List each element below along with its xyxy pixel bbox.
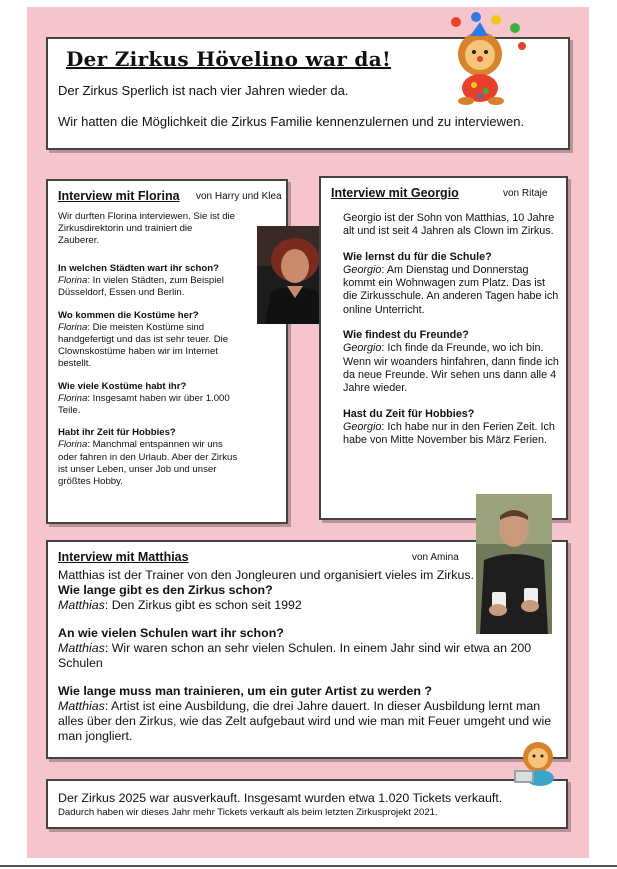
florina-qa — [58, 263, 238, 498]
bottom-rule — [0, 865, 617, 867]
georgio-heading: Interview mit Georgio — [331, 186, 459, 200]
body-dot — [478, 94, 483, 99]
georgio-qa-item: Hast du Zeit für Hobbies? Georgio: Ich habe nur in den Ferien Zeit. Ich habe von Mitte November bis März Ferien. — [343, 407, 555, 447]
footer-line-2: Dadurch haben wir dieses Jahr mehr Tickets verkauft als beim letzten Zirkusprojekt 2021. — [58, 807, 438, 818]
matthias-heading: Interview mit Matthias — [58, 550, 189, 564]
interview-florina-box — [46, 179, 288, 524]
georgio-intro-text: Georgio ist der Sohn von Matthias, 10 Jahre alt und ist seit 4 Jahren als Clown im Zirkus. — [343, 212, 555, 238]
lion-laptop-illustration — [508, 740, 566, 788]
florina-byline: von Harry und Klea — [196, 191, 282, 202]
lion-foot — [458, 97, 474, 105]
juggling-ball — [451, 17, 461, 27]
juggling-ball — [471, 12, 481, 22]
matthias-qa-item: Wie lange muss man trainieren, um ein guter Artist zu werden ? Matthias: Artist ist eine Ausbildung, die drei Jahre dauert. In dieser Ausbildung lernt man alles über den Zirkus, wie das Zelt aufgebaut wird und wie man mit Feuer umgeht und wie man jongliert. — [58, 684, 552, 743]
matthias-photo — [476, 494, 552, 634]
lion-foot — [488, 97, 504, 105]
florina-qa-item: Wie viele Kostüme habt ihr? Florina: Insgesamt haben wir über 1.000 Teile. — [58, 380, 230, 417]
matthias-qa-item: Wie lange gibt es den Zirkus schon? Matthias: Den Zirkus gibt es schon seit 1992 — [58, 583, 302, 612]
footer-line-1: Der Zirkus 2025 war ausverkauft. Insgesamt wurden etwa 1.020 Tickets verkauft. — [58, 791, 503, 805]
laptop-screen — [516, 772, 532, 781]
matthias-qa-item: An wie vielen Schulen wart ihr schon? Matthias: Wir waren schon an sehr vielen Schulen. In einem Jahr sind wir etwa an 200 Schulen — [58, 626, 532, 670]
lion-eye — [472, 50, 476, 54]
florina-qa-item: Wo kommen die Kostüme her? Florina: Die meisten Kostüme sind handgefertigt und das ist sehr teuer. Die Clownskostüme haben wir im Internet bestellt. — [58, 309, 229, 370]
lion-face — [465, 40, 495, 70]
lion-clown-illustration — [440, 12, 530, 107]
florina-intro — [58, 211, 236, 258]
florina-qa-item: Habt ihr Zeit für Hobbies? Florina: Manchmal entspannen wir uns oder fahren in den Urlaub. Aber der Zirkus ist unser Leben, unser Job und unser größtes Hobby. — [58, 427, 238, 488]
clown-hat — [470, 22, 488, 36]
lion-eye — [484, 50, 488, 54]
intro-line-1: Der Zirkus Sperlich ist nach vier Jahren wieder da. — [58, 83, 349, 98]
body-dot — [483, 88, 489, 94]
juggling-ball — [518, 42, 526, 50]
lion-eye — [541, 755, 544, 758]
georgio-qa-item: Wie findest du Freunde? Georgio: Ich finde da Freunde, wo ich bin. Wenn wir woanders hinfahren, dann finde ich da neue Freunde. Wir sehen uns dann alle 4 Jahre wieder. — [343, 329, 559, 395]
clown-nose — [477, 56, 483, 62]
georgio-qa-item: Wie lernst du für die Schule? Georgio: Am Dienstag und Donnerstag kommt ein Wohnwagen zum Platz. Das ist die Zirkusschule. An anderen Tagen habe ich online Unterricht. — [343, 250, 559, 316]
matthias-intro-text: Matthias ist der Trainer von den Jongleuren und organisiert vieles im Zirkus. — [58, 568, 474, 582]
matthias-byline: von Amina — [412, 552, 459, 563]
georgio-byline: von Ritaje — [503, 188, 548, 199]
juggling-ball — [510, 23, 520, 33]
florina-intro-text: Wir durften Florina interviewen. Sie ist die Zirkusdirektorin und trainiert die Zauberer. — [58, 211, 236, 247]
florina-qa-item: In welchen Städten wart ihr schon? Florina: In vielen Städten, zum Beispiel Düsseldorf, Essen und Berlin. — [58, 263, 224, 299]
florina-heading: Interview mit Florina — [58, 189, 180, 203]
georgio-content — [343, 212, 561, 459]
juggling-ball — [491, 15, 501, 25]
interview-georgio-box — [319, 176, 568, 520]
intro-line-2: Wir hatten die Möglichkeit die Zirkus Familie kennenzulernen und zu interviewen. — [58, 114, 525, 129]
lion-eye — [533, 755, 536, 758]
body-dot — [471, 82, 477, 88]
page-title: Der Zirkus Hövelino war da! — [66, 47, 392, 71]
lion-face — [528, 748, 548, 768]
footer-box — [46, 779, 568, 829]
